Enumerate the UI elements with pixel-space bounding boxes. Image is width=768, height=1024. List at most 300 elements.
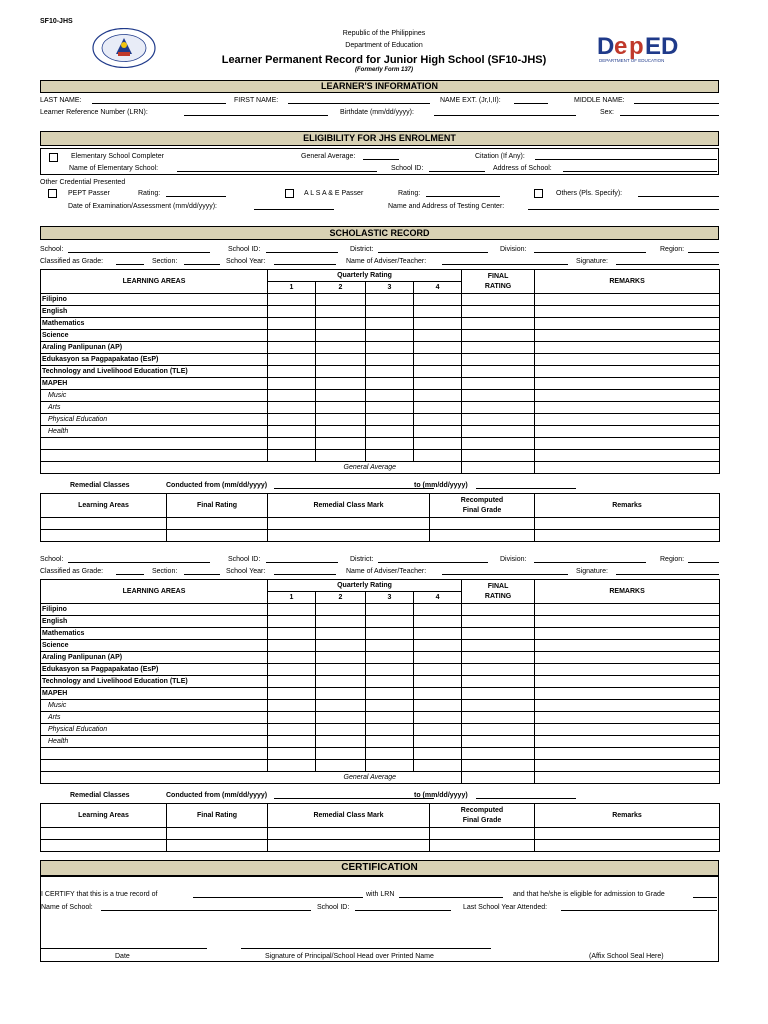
q4-cell[interactable] [414, 688, 462, 700]
rem-cell[interactable] [167, 530, 268, 542]
subject-name: Arts [41, 402, 268, 414]
section-field[interactable] [184, 574, 220, 575]
subject-row [41, 342, 720, 354]
final-rating-cell[interactable] [462, 688, 535, 700]
grade-field[interactable] [693, 897, 717, 898]
division-field[interactable] [534, 562, 646, 563]
last-name-field[interactable] [92, 103, 226, 104]
q1-cell[interactable] [268, 664, 316, 676]
elem-school-label: Name of Elementary School: [69, 165, 159, 172]
remarks-cell[interactable] [535, 628, 720, 640]
final-rating-cell[interactable] [462, 414, 535, 426]
q4-cell[interactable] [414, 616, 462, 628]
to-field[interactable] [476, 798, 576, 799]
q1-cell[interactable] [268, 354, 316, 366]
region-field[interactable] [688, 562, 719, 563]
q2-cell[interactable] [316, 640, 366, 652]
q4-cell[interactable] [414, 366, 462, 378]
conducted-from-field[interactable] [274, 488, 434, 489]
rem-cell[interactable] [535, 530, 720, 542]
division-label: Division: [500, 556, 527, 563]
others-field[interactable] [638, 196, 719, 197]
lrn-label: Learner Reference Number (LRN): [40, 109, 148, 116]
q1-cell[interactable] [268, 330, 316, 342]
svg-text:D: D [597, 33, 615, 60]
remedial-row [41, 530, 720, 542]
subject-name: Araling Panlipunan (AP) [41, 342, 268, 354]
final-rating-cell[interactable] [462, 402, 535, 414]
subject-row [41, 724, 720, 736]
q4-cell[interactable] [414, 760, 462, 772]
q1-cell[interactable] [268, 628, 316, 640]
q1-cell[interactable] [268, 640, 316, 652]
q3-cell[interactable] [366, 354, 414, 366]
q2-cell[interactable] [316, 402, 366, 414]
classified-field[interactable] [116, 574, 144, 575]
q2-cell[interactable] [316, 426, 366, 438]
q3-cell[interactable] [366, 712, 414, 724]
q4-cell[interactable] [414, 724, 462, 736]
conducted-from-label: Conducted from (mm/dd/yyyy) [166, 482, 268, 489]
rem-cell[interactable] [268, 840, 430, 852]
rem-cell[interactable] [430, 840, 535, 852]
general-average-cell[interactable] [462, 772, 535, 784]
q4-cell[interactable] [414, 450, 462, 462]
q3-cell[interactable] [366, 390, 414, 402]
q3-cell[interactable] [366, 426, 414, 438]
remarks-cell[interactable] [535, 688, 720, 700]
final-rating-cell[interactable] [462, 676, 535, 688]
certify-name-field[interactable] [193, 897, 363, 898]
final-rating-cell[interactable] [462, 426, 535, 438]
q3-cell[interactable] [366, 688, 414, 700]
svg-text:DEPARTMENT OF EDUCATION: DEPARTMENT OF EDUCATION [599, 58, 665, 63]
subject-row [41, 748, 720, 760]
final-rating-cell[interactable] [462, 390, 535, 402]
pept-checkbox[interactable] [48, 189, 57, 198]
birthdate-field[interactable] [434, 115, 576, 116]
subject-row [41, 330, 720, 342]
rem-final-rating-header: Final Rating [167, 494, 268, 518]
q1-cell[interactable] [268, 306, 316, 318]
final-rating-cell[interactable] [462, 724, 535, 736]
rem-cell[interactable] [268, 828, 430, 840]
subject-name: Physical Education [41, 724, 268, 736]
lrn-field[interactable] [184, 115, 328, 116]
remarks-cell[interactable] [535, 700, 720, 712]
remarks-cell[interactable] [535, 604, 720, 616]
q3-cell[interactable] [366, 438, 414, 450]
sex-field[interactable] [620, 115, 719, 116]
general-average-remarks-cell[interactable] [535, 462, 720, 474]
general-average-remarks-cell[interactable] [535, 772, 720, 784]
q1-cell[interactable] [268, 616, 316, 628]
q4-cell[interactable] [414, 354, 462, 366]
subject-row [41, 700, 720, 712]
other-credential-label: Other Credential Presented [40, 179, 126, 186]
q4-cell[interactable] [414, 402, 462, 414]
q4-cell[interactable] [414, 378, 462, 390]
final-rating-cell[interactable] [462, 330, 535, 342]
learning-areas-header: LEARNING AREAS [41, 580, 268, 604]
remarks-cell[interactable] [535, 330, 720, 342]
q2-cell[interactable] [316, 450, 366, 462]
exam-date-field[interactable] [254, 209, 334, 210]
q2-cell[interactable] [316, 390, 366, 402]
q4-cell[interactable] [414, 640, 462, 652]
subject-name: Science [41, 640, 268, 652]
first-name-field[interactable] [288, 103, 430, 104]
q4-cell[interactable] [414, 390, 462, 402]
q2-cell[interactable] [316, 378, 366, 390]
q3-cell[interactable] [366, 736, 414, 748]
q3-cell[interactable] [366, 306, 414, 318]
final-rating-cell[interactable] [462, 652, 535, 664]
q4-cell[interactable] [414, 306, 462, 318]
final-rating-cell[interactable] [462, 450, 535, 462]
q4-cell[interactable] [414, 736, 462, 748]
q1-cell[interactable] [268, 342, 316, 354]
q1-cell[interactable] [268, 438, 316, 450]
final-rating-cell[interactable] [462, 378, 535, 390]
signature-label: Signature: [576, 258, 608, 265]
last-sy-label: Last School Year Attended: [463, 904, 548, 911]
school-id-field[interactable] [266, 562, 338, 563]
q1-cell[interactable] [268, 604, 316, 616]
q4-cell[interactable] [414, 652, 462, 664]
q2-cell[interactable] [316, 688, 366, 700]
remarks-cell[interactable] [535, 354, 720, 366]
q3-cell[interactable] [366, 760, 414, 772]
final-rating-cell[interactable] [462, 306, 535, 318]
q1-cell[interactable] [268, 450, 316, 462]
remarks-header: REMARKS [535, 580, 720, 604]
district-label: District: [350, 556, 374, 563]
elem-school-field[interactable] [177, 171, 377, 172]
q1-cell[interactable] [268, 294, 316, 306]
final-rating-cell[interactable] [462, 664, 535, 676]
subject-row [41, 438, 720, 450]
exam-date-label: Date of Examination/Assessment (mm/dd/yyyy): [68, 203, 217, 210]
citation-field[interactable] [535, 159, 717, 160]
remarks-cell[interactable] [535, 342, 720, 354]
final-rating-cell[interactable] [462, 616, 535, 628]
remarks-cell[interactable] [535, 664, 720, 676]
q4-cell[interactable] [414, 438, 462, 450]
rem-cell[interactable] [167, 840, 268, 852]
remarks-cell[interactable] [535, 712, 720, 724]
rem-cell[interactable] [41, 518, 167, 530]
school-field[interactable] [68, 562, 210, 563]
cert-school-id-field[interactable] [355, 910, 451, 911]
q3-cell[interactable] [366, 652, 414, 664]
remarks-cell[interactable] [535, 426, 720, 438]
q1-cell[interactable] [268, 414, 316, 426]
remarks-cell[interactable] [535, 616, 720, 628]
q4-cell[interactable] [414, 318, 462, 330]
q2-cell[interactable] [316, 414, 366, 426]
q3-cell[interactable] [366, 330, 414, 342]
q1-cell[interactable] [268, 688, 316, 700]
final-rating-cell[interactable] [462, 438, 535, 450]
rem-cell[interactable] [41, 828, 167, 840]
rem-cell[interactable] [167, 518, 268, 530]
rem-cell[interactable] [430, 828, 535, 840]
q2-cell[interactable] [316, 294, 366, 306]
region-field[interactable] [688, 252, 719, 253]
q2-cell[interactable] [316, 736, 366, 748]
final-rating-cell[interactable] [462, 736, 535, 748]
als-rating-label: Rating: [398, 190, 421, 197]
q3-cell[interactable] [366, 402, 414, 414]
q2-cell[interactable] [316, 628, 366, 640]
remarks-cell[interactable] [535, 640, 720, 652]
q4-cell[interactable] [414, 700, 462, 712]
q3-cell[interactable] [366, 450, 414, 462]
rem-cell[interactable] [430, 530, 535, 542]
learner-info-section [40, 93, 719, 120]
q3-cell[interactable] [366, 664, 414, 676]
learning-areas-header: LEARNING AREAS [41, 270, 268, 294]
q4-cell[interactable] [414, 676, 462, 688]
rem-cell[interactable] [167, 828, 268, 840]
q2-cell[interactable] [316, 712, 366, 724]
quarter-1-header: 1 [268, 592, 316, 604]
rem-cell[interactable] [268, 530, 430, 542]
q2-cell[interactable] [316, 664, 366, 676]
q3-cell[interactable] [366, 366, 414, 378]
remarks-cell[interactable] [535, 414, 720, 426]
testing-center-field[interactable] [528, 209, 719, 210]
q1-cell[interactable] [268, 652, 316, 664]
final-rating-cell[interactable] [462, 604, 535, 616]
remarks-cell[interactable] [535, 306, 720, 318]
name-ext-field[interactable] [514, 103, 548, 104]
elem-completer-checkbox[interactable] [49, 153, 58, 162]
final-rating-cell[interactable] [462, 712, 535, 724]
school-year-field[interactable] [274, 264, 336, 265]
q1-cell[interactable] [268, 748, 316, 760]
remedial-row [41, 840, 720, 852]
q2-cell[interactable] [316, 342, 366, 354]
q1-cell[interactable] [268, 378, 316, 390]
last-sy-field[interactable] [561, 910, 717, 911]
final-rating-cell[interactable] [462, 342, 535, 354]
remarks-cell[interactable] [535, 450, 720, 462]
subject-name: MAPEH [41, 378, 268, 390]
final-rating-cell[interactable] [462, 318, 535, 330]
q2-cell[interactable] [316, 306, 366, 318]
remarks-cell[interactable] [535, 736, 720, 748]
svg-text:e: e [614, 33, 628, 60]
q1-cell[interactable] [268, 390, 316, 402]
q3-cell[interactable] [366, 604, 414, 616]
final-rating-cell[interactable] [462, 294, 535, 306]
remarks-cell[interactable] [535, 438, 720, 450]
q2-cell[interactable] [316, 330, 366, 342]
final-rating-cell[interactable] [462, 628, 535, 640]
q4-cell[interactable] [414, 414, 462, 426]
q1-cell[interactable] [268, 366, 316, 378]
principal-signature-field[interactable] [241, 948, 491, 949]
subject-row [41, 688, 720, 700]
school-year-field[interactable] [274, 574, 336, 575]
final-rating-cell[interactable] [462, 700, 535, 712]
final-rating-line2: RATING [484, 592, 512, 600]
q2-cell[interactable] [316, 760, 366, 772]
division-field[interactable] [534, 252, 646, 253]
pept-rating-field[interactable] [166, 196, 226, 197]
elem-completer-label: Elementary School Completer [71, 153, 164, 160]
adviser-label: Name of Adviser/Teacher: [346, 568, 427, 575]
q2-cell[interactable] [316, 616, 366, 628]
rem-cell[interactable] [430, 518, 535, 530]
remarks-header: REMARKS [535, 270, 720, 294]
als-label: A L S A & E Passer [304, 190, 364, 197]
q2-cell[interactable] [316, 438, 366, 450]
district-field[interactable] [378, 562, 488, 563]
q3-cell[interactable] [366, 342, 414, 354]
q4-cell[interactable] [414, 294, 462, 306]
signature-field[interactable] [616, 264, 719, 265]
q2-cell[interactable] [316, 652, 366, 664]
q1-cell[interactable] [268, 676, 316, 688]
rem-cell[interactable] [535, 518, 720, 530]
school-id-field[interactable] [266, 252, 338, 253]
q1-cell[interactable] [268, 712, 316, 724]
adviser-field[interactable] [442, 264, 568, 265]
q1-cell[interactable] [268, 402, 316, 414]
rem-cell[interactable] [41, 530, 167, 542]
rem-cell[interactable] [41, 840, 167, 852]
q3-cell[interactable] [366, 676, 414, 688]
q4-cell[interactable] [414, 342, 462, 354]
q3-cell[interactable] [366, 294, 414, 306]
birthdate-label: Birthdate (mm/dd/yyyy): [340, 109, 414, 116]
q3-cell[interactable] [366, 378, 414, 390]
final-rating-cell[interactable] [462, 760, 535, 772]
remarks-cell[interactable] [535, 378, 720, 390]
remarks-cell[interactable] [535, 294, 720, 306]
classified-field[interactable] [116, 264, 144, 265]
subject-row [41, 306, 720, 318]
q4-cell[interactable] [414, 748, 462, 760]
q4-cell[interactable] [414, 330, 462, 342]
school-field[interactable] [68, 252, 210, 253]
adviser-field[interactable] [442, 574, 568, 575]
q3-cell[interactable] [366, 700, 414, 712]
quarter-2-header: 2 [316, 592, 366, 604]
subject-name: Physical Education [41, 414, 268, 426]
signature-field[interactable] [616, 574, 719, 575]
remarks-cell[interactable] [535, 676, 720, 688]
remarks-cell[interactable] [535, 402, 720, 414]
grades-table-2 [40, 579, 720, 784]
recomputed-line1: Recomputed [460, 806, 504, 814]
q4-cell[interactable] [414, 604, 462, 616]
als-rating-field[interactable] [426, 196, 500, 197]
q2-cell[interactable] [316, 354, 366, 366]
q2-cell[interactable] [316, 604, 366, 616]
q4-cell[interactable] [414, 628, 462, 640]
als-checkbox[interactable] [285, 189, 294, 198]
middle-name-field[interactable] [634, 103, 719, 104]
final-rating-cell[interactable] [462, 640, 535, 652]
cert-school-name-field[interactable] [101, 910, 311, 911]
rem-cell[interactable] [535, 828, 720, 840]
quarterly-rating-header: Quarterly Rating [268, 270, 462, 282]
q1-cell[interactable] [268, 426, 316, 438]
certify-lrn-field[interactable] [399, 897, 503, 898]
remarks-cell[interactable] [535, 760, 720, 772]
q2-cell[interactable] [316, 724, 366, 736]
q1-cell[interactable] [268, 724, 316, 736]
others-label: Others (Pls. Specify): [556, 190, 623, 197]
others-checkbox[interactable] [534, 189, 543, 198]
q3-cell[interactable] [366, 748, 414, 760]
remarks-cell[interactable] [535, 366, 720, 378]
grades-table-1 [40, 269, 720, 474]
conducted-from-field[interactable] [274, 798, 434, 799]
rem-cell[interactable] [268, 518, 430, 530]
q2-cell[interactable] [316, 318, 366, 330]
district-field[interactable] [378, 252, 488, 253]
q1-cell[interactable] [268, 318, 316, 330]
q2-cell[interactable] [316, 366, 366, 378]
q3-cell[interactable] [366, 616, 414, 628]
date-field[interactable] [41, 948, 207, 949]
q4-cell[interactable] [414, 712, 462, 724]
remarks-cell[interactable] [535, 748, 720, 760]
q3-cell[interactable] [366, 640, 414, 652]
q3-cell[interactable] [366, 628, 414, 640]
rem-cell[interactable] [535, 840, 720, 852]
general-average-field[interactable] [363, 159, 399, 160]
rem-class-mark-header: Remedial Class Mark [268, 804, 430, 828]
remarks-cell[interactable] [535, 390, 720, 402]
final-rating-cell[interactable] [462, 748, 535, 760]
general-average-label: General Average [41, 462, 462, 474]
eligibility-box [40, 148, 719, 175]
q4-cell[interactable] [414, 426, 462, 438]
q1-cell[interactable] [268, 736, 316, 748]
q3-cell[interactable] [366, 414, 414, 426]
remarks-cell[interactable] [535, 318, 720, 330]
q1-cell[interactable] [268, 760, 316, 772]
form-id: SF10-JHS [40, 18, 73, 25]
remarks-cell[interactable] [535, 724, 720, 736]
elem-school-id-field[interactable] [429, 171, 485, 172]
final-rating-cell[interactable] [462, 354, 535, 366]
subject-row [41, 366, 720, 378]
general-average-cell[interactable] [462, 462, 535, 474]
q3-cell[interactable] [366, 724, 414, 736]
to-field[interactable] [476, 488, 576, 489]
section-field[interactable] [184, 264, 220, 265]
q2-cell[interactable] [316, 748, 366, 760]
quarter-3-header: 3 [366, 282, 414, 294]
school-address-field[interactable] [563, 171, 717, 172]
q2-cell[interactable] [316, 676, 366, 688]
principal-label: Signature of Principal/School Head over Printed Name [265, 953, 434, 960]
q3-cell[interactable] [366, 318, 414, 330]
remarks-cell[interactable] [535, 652, 720, 664]
q1-cell[interactable] [268, 700, 316, 712]
q4-cell[interactable] [414, 664, 462, 676]
final-rating-cell[interactable] [462, 366, 535, 378]
q2-cell[interactable] [316, 700, 366, 712]
subject-name: Araling Panlipunan (AP) [41, 652, 268, 664]
